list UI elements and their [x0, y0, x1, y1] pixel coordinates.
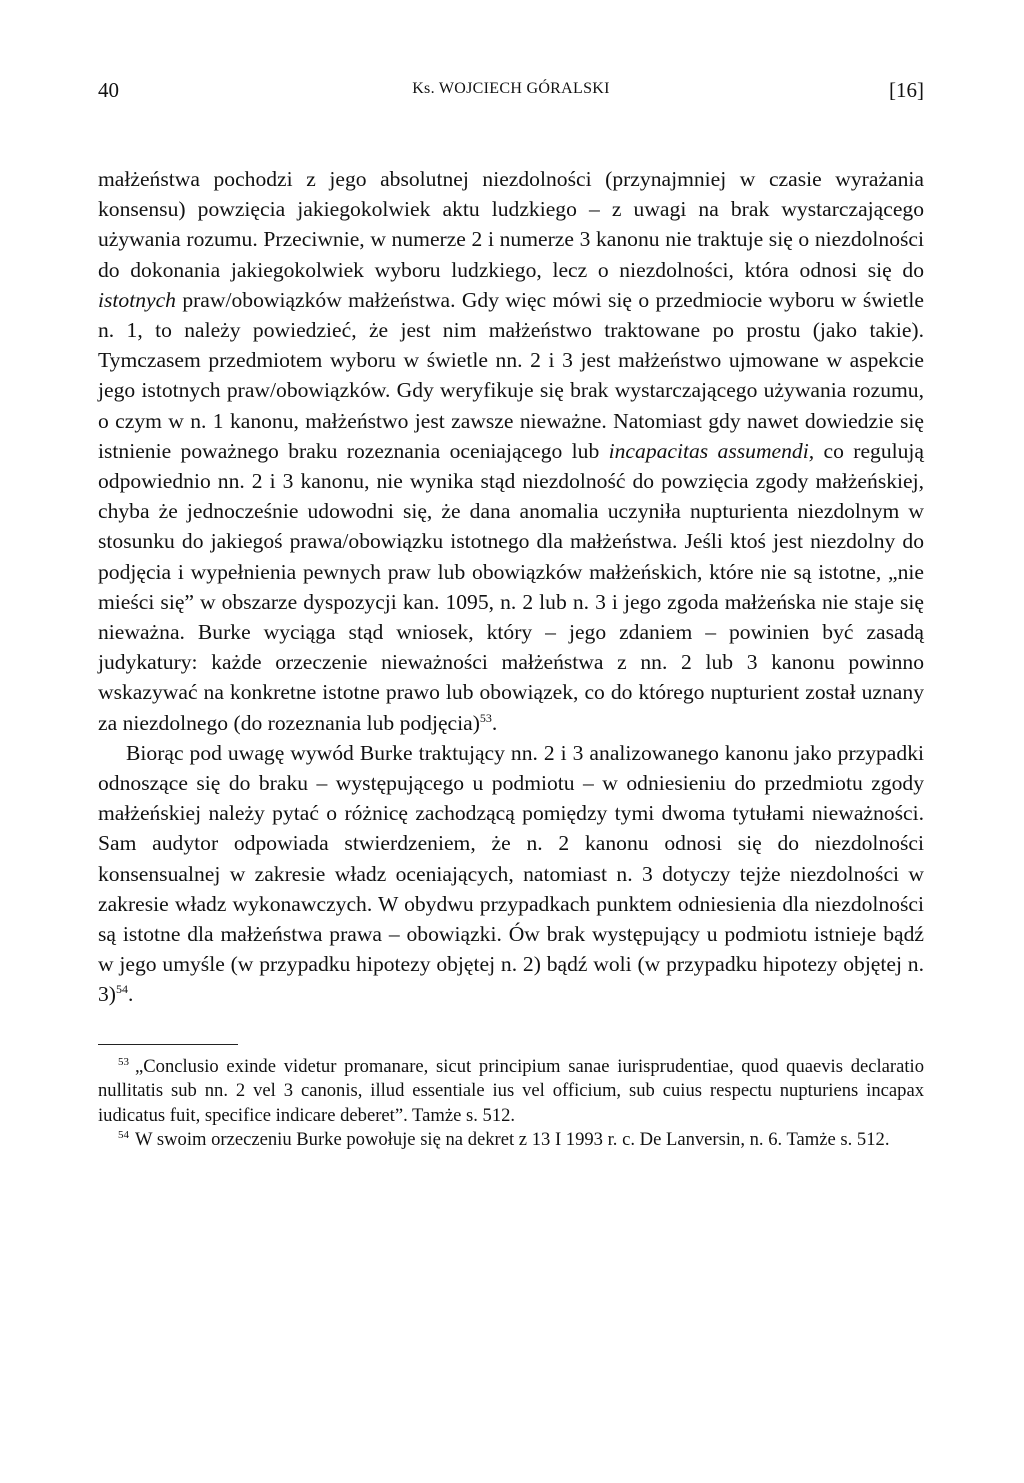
- footnotes: [98, 1055, 924, 1153]
- footnote-54: [98, 1128, 924, 1153]
- footnote-ref-54[interactable]: 54: [116, 982, 128, 997]
- p1-text-1: małżeństwa pochodzi z jego absolutnej niezdolności (przynajmniej w czasie wyrażania konsensu) powzięcia jakiegokolwiek aktu ludzkiego – z uwagi na brak wystarczającego używania rozumu. Przeciwnie, w numerze 2 i numerze 3 kanonu nie traktuje się o niezdolności do dokonania jakiegokolwiek wyboru ludzkiego, lecz o niezdolności, która odnosi się do: [98, 167, 924, 282]
- footnote-number: 53: [118, 1055, 129, 1068]
- running-head: Ks. WOJCIECH GÓRALSKI: [412, 80, 610, 97]
- p1-end: .: [491, 710, 498, 735]
- p1-italic-2: incapacitas assumendi,: [608, 438, 815, 463]
- footnote-text: „Conclusio exinde videtur promanare, sicut principium sanae iurisprudentiae, quod quaevis declaratio nullitatis sub nn. 2 vel 3 canonis, illud essentiale ius vel officium, sub cuius respectu nupturiens incapax iudicatus fuit, specifice indicare deberet”. Tamże s. 512.: [98, 1055, 924, 1126]
- body-text: [98, 164, 924, 1010]
- footnote-text: W swoim orzeczeniu Burke powołuje się na dekret z 13 I 1993 r. c. De Lanversin, n. 6. Tamże s. 512.: [135, 1129, 890, 1151]
- p2-text: Biorąc pod uwagę wywód Burke traktujący nn. 2 i 3 analizowanego kanonu jako przypadki odnoszące się do braku – występującego u podmiotu – w odniesieniu do przedmiotu zgody małżeńskiej należy pytać o różnicę zachodzącą pomiędzy tymi dwoma tytułami nieważności. Sam audytor odpowiada stwierdzeniem, że n. 2 kanonu odnosi się do niezdolności konsensualnej w zakresie władz oceniających, natomiast n. 3 dotyczy tejże niezdolności w zakresie władz wykonawczych. W obydwu przypadkach punktem odniesienia dla niezdolności są istotne dla małżeństwa prawa – obowiązki. Ów brak występujący u podmiotu istnieje bądź w jego umyśle (w przypadku hipotezy objętej n. 2) bądź woli (w przypadku hipotezy objętej n. 3): [98, 740, 924, 1007]
- p2-end: .: [128, 982, 134, 1007]
- page-number: 40: [98, 78, 119, 102]
- footnote-divider: [98, 1044, 238, 1045]
- page-header: [98, 78, 924, 112]
- footnote-53: [98, 1055, 924, 1129]
- paragraph-2: [98, 738, 924, 1010]
- paragraph-1: [98, 164, 924, 738]
- section-number: [16]: [889, 78, 924, 102]
- p1-text-2: praw/obowiązków małżeństwa. Gdy więc mówi się o przedmiocie wyboru w świetle n. 1, to należy powiedzieć, że jest nim małżeństwo traktowane po prostu (jako takie). Tymczasem przedmiotem wyboru w świetle nn. 2 i 3 jest małżeństwo ujmowane w aspekcie jego istotnych praw/obowiązków. Gdy weryfikuje się brak wystarczającego używania rozumu, o czym w n. 1 kanonu, małżeństwo jest zawsze nieważne. Natomiast gdy nawet dowiedzie się istnienie poważnego braku rozeznania oceniającego lub: [98, 287, 924, 463]
- footnote-ref-53[interactable]: 53: [479, 710, 492, 725]
- p1-italic-1: istotnych: [98, 287, 176, 312]
- page: [98, 78, 924, 1153]
- p1-text-3: co regulują odpowiednio nn. 2 i 3 kanonu, nie wynika stąd niezdolność do powzięcia zgody małżeńskiej, chyba że jednocześnie udowodni się, że dana anomalia uczyniła nupturienta niezdolnym w stosunku do jakiegoś prawa/obowiązku istotnego dla małżeństwa. Jeśli ktoś jest niezdolny do podjęcia i wypełnienia pewnych praw lub obowiązków małżeńskich, które nie są istotne, „nie mieści się” w obszarze dyspozycji kan. 1095, n. 2 lub n. 3 i jego zgoda małżeńska nie staje się nieważna. Burke wyciąga stąd wniosek, który – jego zdaniem – powinien być zasadą judykatury: każde orzeczenie nieważności małżeństwa z nn. 2 lub 3 kanonu powinno wskazywać na konkretne istotne prawo lub obowiązek, co do którego nupturient został uznany za niezdolnego (do rozeznania lub podjęcia): [98, 438, 924, 735]
- footnote-number: 54: [118, 1129, 129, 1142]
